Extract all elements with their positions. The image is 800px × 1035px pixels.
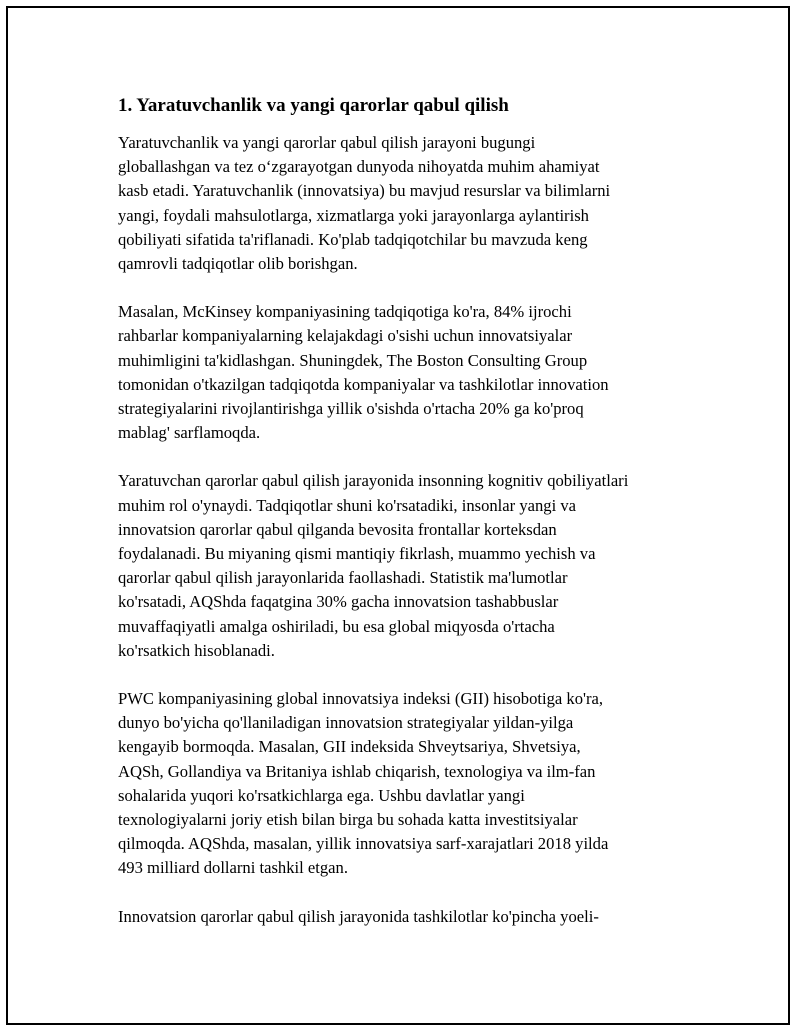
text-line: muhim rol o'ynaydi. Tadqiqotlar shuni ko'rsatadiki, insonlar yangi va xyxy=(118,495,577,515)
text-line: 493 milliard dollarni tashkil etgan. xyxy=(118,858,348,878)
text-line: mablag' sarflamoqda. xyxy=(118,423,261,443)
text-line: globallashgan va tez o‘zgarayotgan dunyoda nihoyatda muhim ahamiyat xyxy=(118,157,600,177)
document-body xyxy=(118,94,698,953)
text-line: texnologiyalarni joriy etish bilan birga bu sohada katta investitsiyalar xyxy=(118,810,578,830)
paragraph-4 xyxy=(118,687,698,881)
text-line: qarorlar qabul qilish jarayonlarida faollashadi. Statistik ma'lumotlar xyxy=(118,568,568,588)
text-line: qobiliyati sifatida ta'riflanadi. Ko'plab tadqiqotchilar bu mavzuda keng xyxy=(118,229,588,249)
text-line: AQSh, Gollandiya va Britaniya ishlab chiqarish, texnologiya va ilm-fan xyxy=(118,761,596,781)
text-line: tomonidan o'tkazilgan tadqiqotda kompaniyalar va tashkilotlar innovation xyxy=(118,374,609,394)
section-heading: 1. Yaratuvchanlik va yangi qarorlar qabul qilish xyxy=(118,95,509,116)
text-line: qilmoqda. AQShda, masalan, yillik innovatsiya sarf-xarajatlari 2018 yilda xyxy=(118,834,609,854)
paragraph-3 xyxy=(118,469,698,663)
text-line: innovatsion qarorlar qabul qilganda bevosita frontallar korteksdan xyxy=(118,519,557,539)
text-line: ko'rsatkich hisoblanadi. xyxy=(118,640,275,660)
text-line: muvaffaqiyatli amalga oshiriladi, bu esa global miqyosda o'rtacha xyxy=(118,616,555,636)
paragraph-2 xyxy=(118,300,698,445)
text-line: qamrovli tadqiqotlar olib borishgan. xyxy=(118,254,358,274)
text-line: yangi, foydali mahsulotlarga, xizmatlarga yoki jarayonlarga aylantirish xyxy=(118,205,589,225)
text-line: Yaratuvchan qarorlar qabul qilish jarayonida insonning kognitiv qobiliyatlari xyxy=(118,471,629,491)
text-line: rahbarlar kompaniyalarning kelajakdagi o'sishi uchun innovatsiyalar xyxy=(118,326,573,346)
text-line: kengayib bormoqda. Masalan, GII indeksida Shveytsariya, Shvetsiya, xyxy=(118,737,581,757)
text-line: Innovatsion qarorlar qabul qilish jarayonida tashkilotlar ko'pincha yoeli- xyxy=(118,906,599,926)
text-line: kasb etadi. Yaratuvchanlik (innovatsiya) bu mavjud resurslar va bilimlarni xyxy=(118,181,611,201)
paragraph-1 xyxy=(118,131,698,276)
text-line: Masalan, McKinsey kompaniyasining tadqiqotiga ko'ra, 84% ijrochi xyxy=(118,302,572,322)
text-line: strategiyalarini rivojlantirishga yillik o'sishda o'rtacha 20% ga ko'proq xyxy=(118,399,584,419)
paragraph-5 xyxy=(118,905,698,929)
text-line: muhimligini ta'kidlashgan. Shuningdek, The Boston Consulting Group xyxy=(118,350,588,370)
text-line: sohalarida yuqori ko'rsatkichlarga ega. Ushbu davlatlar yangi xyxy=(118,785,525,805)
text-line: Yaratuvchanlik va yangi qarorlar qabul qilish jarayoni bugungi xyxy=(118,133,536,152)
text-line: PWC kompaniyasining global innovatsiya indeksi (GII) hisobotiga ko'ra, xyxy=(118,689,604,709)
text-line: ko'rsatadi, AQShda faqatgina 30% gacha innovatsion tashabbuslar xyxy=(118,592,559,612)
text-line: dunyo bo'yicha qo'llaniladigan innovatsion strategiyalar yildan-yilga xyxy=(118,713,574,733)
text-line: foydalanadi. Bu miyaning qismi mantiqiy fikrlash, muammo yechish va xyxy=(118,544,596,564)
